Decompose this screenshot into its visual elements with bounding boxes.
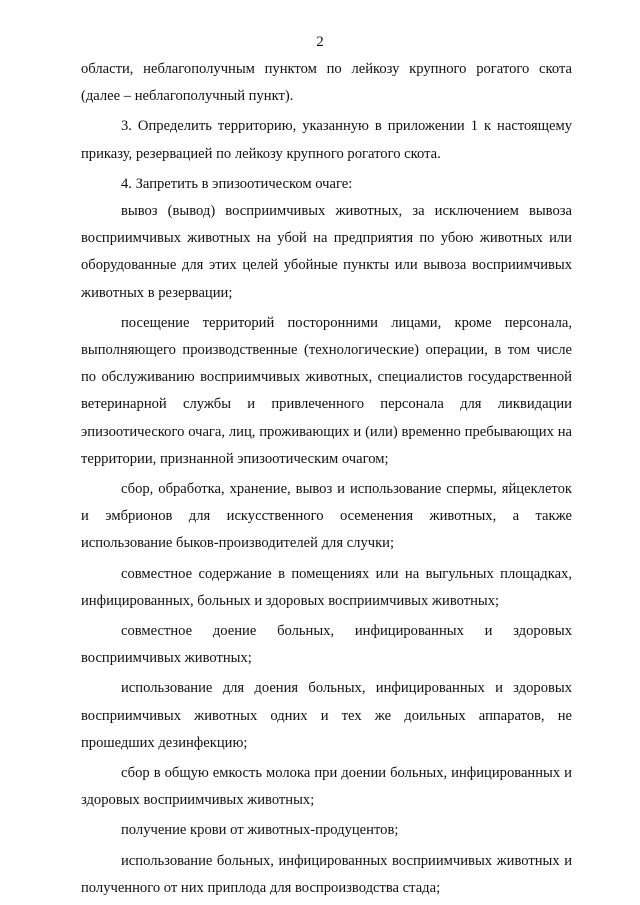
paragraph-prohibition-milking-machines: использование для доения больных, инфицированных и здоровых восприимчивых животных одних и тех же доильных аппаратов, не прошедших дезинфекцию; [81, 680, 572, 751]
paragraph-prohibition-visits: посещение территорий посторонними лицами, кроме персонала, выполняющего производственные (технологические) операции, в том числе по обслуживанию восприимчивых животных, специалистов государственной ветеринарной службы и привлеченного персонала для ликвидации эпизоотического очага, лиц, проживающих и (или) временно пребывающих на территории, признанной эпизоотическим очагом; [81, 314, 572, 467]
paragraph-continuation: области, неблагополучным пунктом по лейкозу крупного рогатого скота (далее – неблагополучный пункт). [81, 61, 572, 105]
page-number: 2 [316, 34, 324, 50]
paragraph-prohibition-blood: получение крови от животных-продуцентов; [121, 822, 399, 839]
paragraph-prohibition-breeding: использование больных, инфицированных восприимчивых животных и полученного от них приплода для воспроизводства стада; [81, 852, 572, 896]
paragraph-item-3: 3. Определить территорию, указанную в приложении 1 к настоящему приказу, резервацией по лейкозу крупного рогатого скота. [81, 118, 572, 162]
paragraph-prohibition-export: вывоз (вывод) восприимчивых животных, за исключением вывоза восприимчивых животных на убой на предприятия по убою животных или оборудованные для этих целей убойные пункты или вывоза восприимчивых животных в резервации; [81, 203, 572, 301]
paragraph-prohibition-semen: сбор, обработка, хранение, вывоз и использование спермы, яйцеклеток и эмбрионов для искусственного осеменения животных, а также использование быков-производителей для случки; [81, 481, 572, 552]
paragraph-item-4: 4. Запретить в эпизоотическом очаге: [121, 175, 353, 192]
paragraph-prohibition-housing: совместное содержание в помещениях или на выгульных площадках, инфицированных, больных и здоровых восприимчивых животных; [81, 565, 572, 609]
document-body [81, 56, 572, 902]
paragraph-prohibition-milk-collection: сбор в общую емкость молока при доении больных, инфицированных и здоровых восприимчивых животных; [81, 765, 572, 809]
paragraph-prohibition-joint-milking: совместное доение больных, инфицированных и здоровых восприимчивых животных; [81, 623, 572, 667]
